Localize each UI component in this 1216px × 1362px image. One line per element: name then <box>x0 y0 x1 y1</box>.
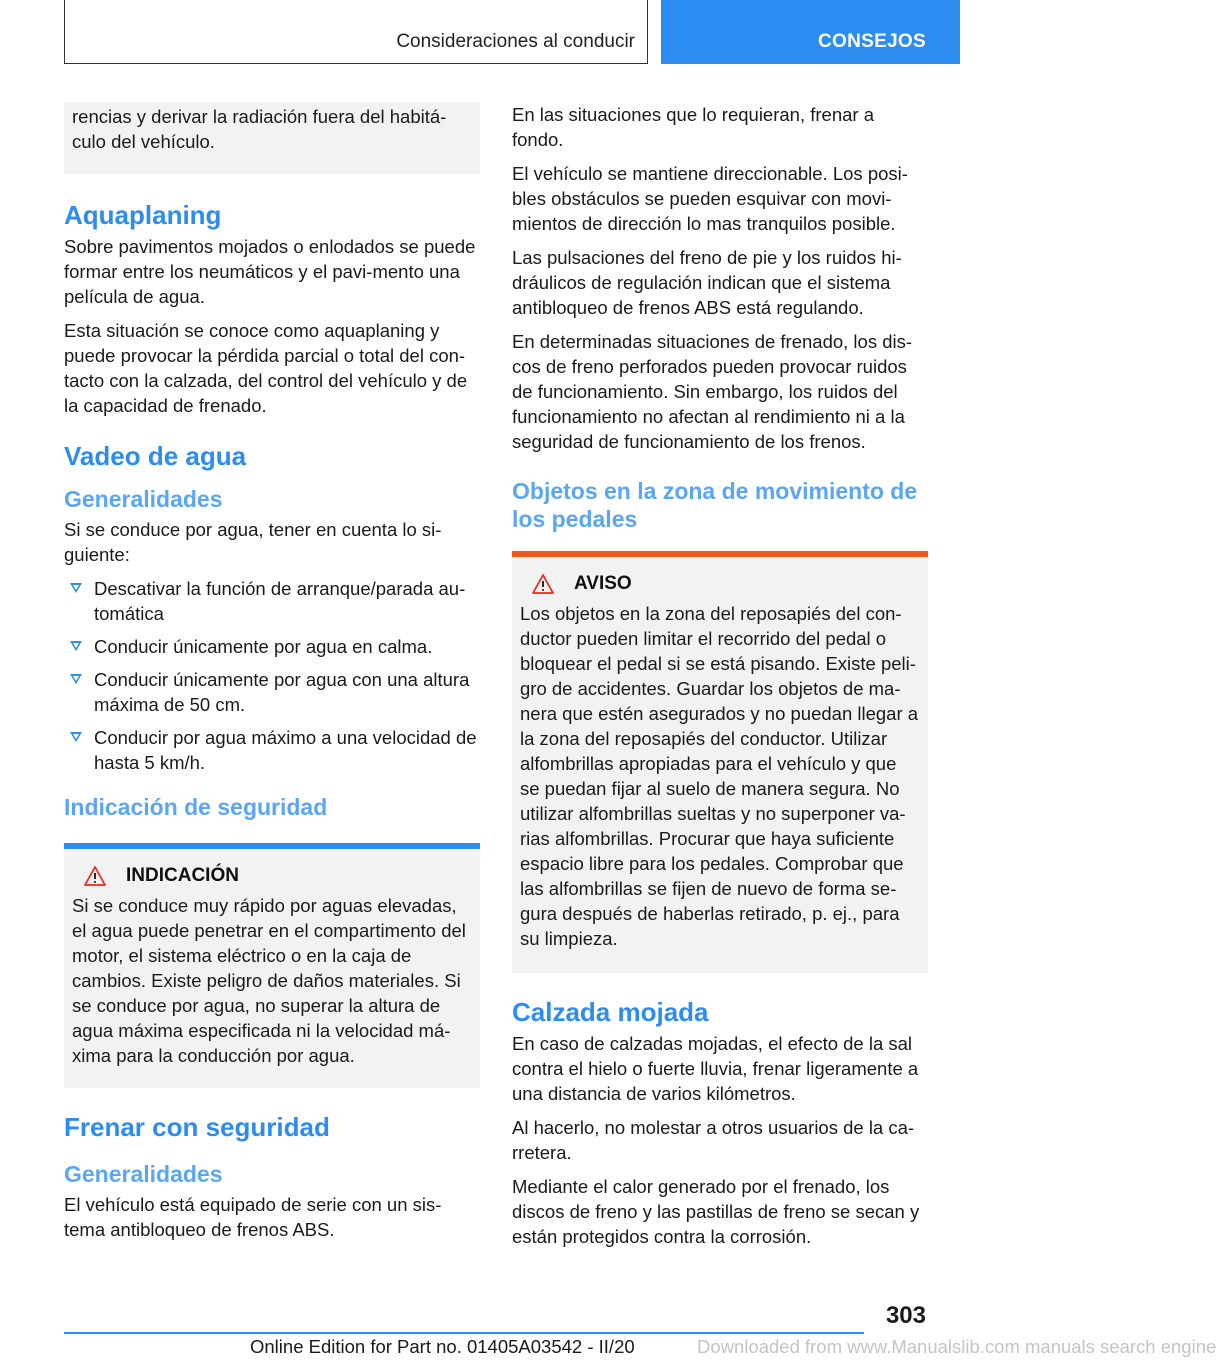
triangle-bullet-icon <box>70 641 82 651</box>
continued-box <box>64 102 480 174</box>
header-section-tab <box>661 0 960 64</box>
page-number: 303 <box>885 1302 926 1329</box>
footer-divider <box>64 1332 864 1334</box>
footer-watermark: Downloaded from www.Manualslib.com manuals search engine <box>697 1336 1216 1357</box>
triangle-bullet-icon <box>70 583 82 593</box>
generalidades-heading: Generalidades <box>64 486 223 512</box>
header-section-label: CONSEJOS <box>818 31 926 52</box>
header-title: Consideraciones al conducir <box>396 31 635 52</box>
indicacion-heading: Indicación de seguridad <box>64 794 328 820</box>
right-paragraph-3: Las pulsaciones del freno de pie y los ruidos hi-dráulicos de regulación indican que el sistema antibloqueo de frenos ABS está regulando. <box>512 247 902 318</box>
list-item: Conducir por agua máximo a una velocidad de hasta 5 km/h. <box>64 725 480 775</box>
calzada-paragraph-3: Mediante el calor generado por el frenado, los discos de freno y las pastillas de freno se secan y están protegidos contra la corrosión. <box>512 1176 920 1247</box>
vadeo-intro: Si se conduce por agua, tener en cuenta lo si-guiente: <box>64 519 442 565</box>
right-column <box>512 102 928 1258</box>
frenar-paragraph-1: El vehículo está equipado de serie con un sis-tema antibloqueo de frenos ABS. <box>64 1194 442 1240</box>
calzada-heading: Calzada mojada <box>512 997 709 1027</box>
warning-triangle-icon <box>532 574 554 594</box>
vadeo-heading: Vadeo de agua <box>64 441 247 471</box>
right-paragraph-2: El vehículo se mantiene direccionable. Los posi-bles obstáculos se pueden esquivar con movi-mientos de dirección lo mas tranquilos posible. <box>512 163 908 234</box>
vadeo-bullet-list <box>64 576 480 775</box>
header-title-box <box>64 0 648 64</box>
list-item: Conducir únicamente por agua en calma. <box>64 634 480 659</box>
aviso-text: Los objetos en la zona del reposapiés del con-ductor pueden limitar el recorrido del pedal o bloquear el pedal si se está pisando. Existe peli-gro de accidentes. Guardar los objetos de ma-nera que estén asegurados y no puedan llegar a la zona del reposapiés del conductor. Utilizar alfombrillas apropiadas para el vehículo y que se puedan fijar al suelo de manera segura. No utilizar alfombrillas sueltas y no superponer va-rias alfombrillas. Procurar que haya suficiente espacio libre para los pedales. Comprobar que las alfombrillas se fijen de nuevo de forma se-gura después de haberlas retirado, p. ej., para su limpieza. <box>520 603 919 949</box>
objetos-heading: Objetos en la zona de movimiento de los pedales <box>512 478 918 532</box>
safety-notice <box>64 843 480 1088</box>
footer-edition: Online Edition for Part no. 01405A03542 - II/20 <box>250 1336 635 1357</box>
right-paragraph-4: En determinadas situaciones de frenado, los dis-cos de freno perforados pueden provocar ruidos de funcionamiento. Sin embargo, los ruidos del funcionamiento no afectan al rendimiento ni a la seguridad de funcionamiento de los frenos. <box>512 331 913 452</box>
right-paragraph-1: En las situaciones que lo requieran, frenar a fondo. <box>512 104 874 150</box>
intro-text: rencias y derivar la radiación fuera del habitá- culo del vehículo. <box>72 106 447 152</box>
list-item: Conducir únicamente por agua con una altura máxima de 50 cm. <box>64 667 480 717</box>
frenar-heading: Frenar con seguridad <box>64 1112 330 1142</box>
aviso-notice <box>512 551 928 973</box>
calzada-paragraph-2: Al hacerlo, no molestar a otros usuarios de la ca-rretera. <box>512 1117 915 1163</box>
generalidades-2-heading: Generalidades <box>64 1161 223 1187</box>
triangle-bullet-icon <box>70 674 82 684</box>
aquaplaning-heading: Aquaplaning <box>64 200 222 230</box>
aviso-title: AVISO <box>574 573 632 594</box>
aquaplaning-paragraph-2: Esta situación se conoce como aquaplaning y puede provocar la pérdida parcial o total del con-tacto con la calzada, del control del vehículo y de la capacidad de frenado. <box>64 320 468 416</box>
aquaplaning-paragraph-1: Sobre pavimentos mojados o enlodados se puede formar entre los neumáticos y el pavi-mento una película de agua. <box>64 236 476 307</box>
list-item: Descativar la función de arranque/parada au-tomática <box>64 576 480 626</box>
warning-triangle-icon <box>84 866 106 886</box>
notice-title: INDICACIÓN <box>126 865 239 886</box>
notice-text: Si se conduce muy rápido por aguas elevadas, el agua puede penetrar en el compartimento del motor, el sistema eléctrico o en la caja de cambios. Existe peligro de daños materiales. Si se conduce por agua, no superar la altura de agua máxima especificada ni la velocidad má-xima para la conducción por agua. <box>72 895 466 1066</box>
triangle-bullet-icon <box>70 732 82 742</box>
calzada-paragraph-1: En caso de calzadas mojadas, el efecto de la sal contra el hielo o fuerte lluvia, frenar ligeramente a una distancia de varios kilómetros. <box>512 1033 919 1104</box>
left-column <box>64 102 480 1251</box>
